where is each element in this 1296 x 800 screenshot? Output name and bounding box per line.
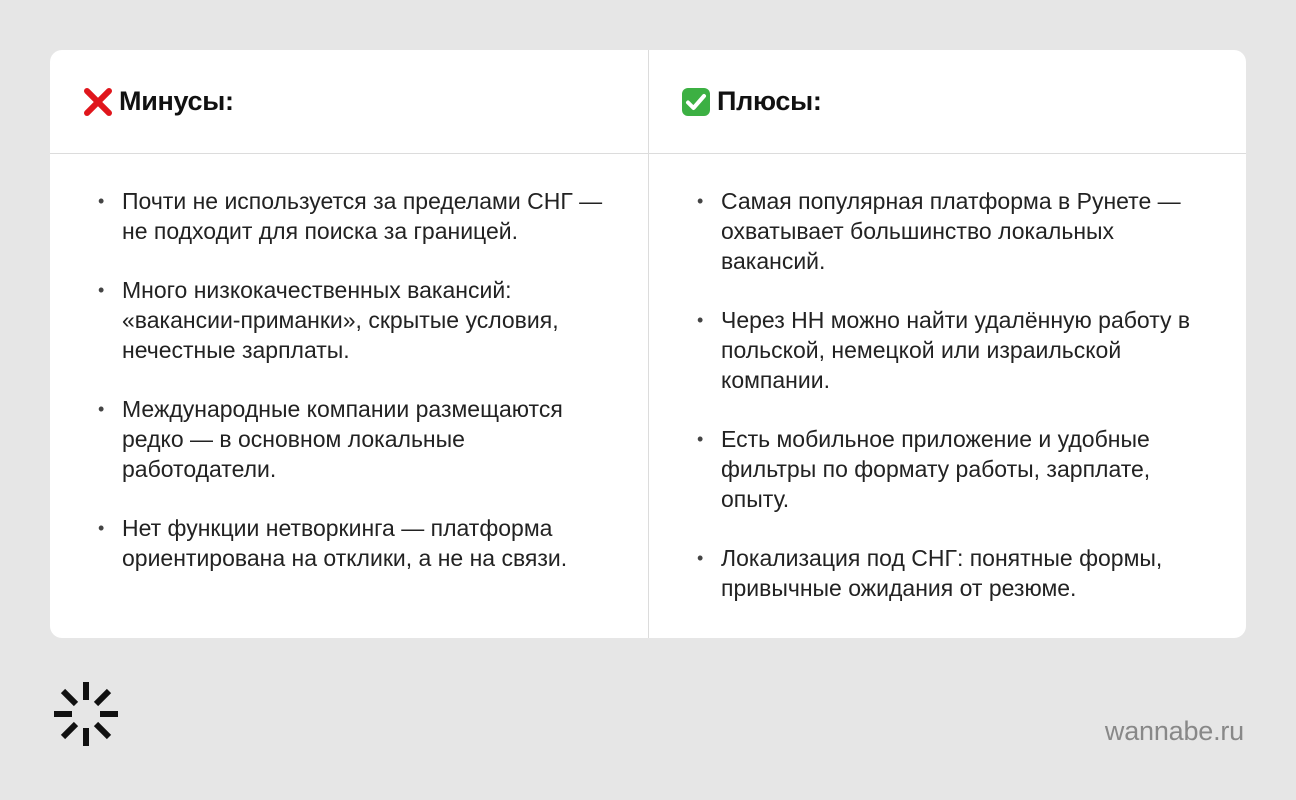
bullet-icon: • (697, 310, 704, 330)
list-item: • Международные компании размещаются редко — в основном локальные работодатели. (98, 396, 563, 482)
cons-column (50, 50, 648, 638)
cons-header (50, 50, 648, 154)
site-url: wannabe.ru (1104, 716, 1244, 746)
bullet-icon: • (697, 429, 704, 449)
cons-title: Минусы: (119, 86, 234, 116)
check-mark-icon (681, 87, 711, 117)
cross-mark-icon (83, 87, 113, 117)
bullet-icon: • (697, 191, 704, 211)
list-item: • Есть мобильное приложение и удобные фильтры по формату работы, зарплате, опыту. (697, 426, 1151, 512)
comparison-card (50, 50, 1246, 638)
list-item: • Через HH можно найти удалённую работу в польской, немецкой или израильской компании. (697, 307, 1191, 393)
bullet-icon: • (98, 280, 105, 300)
list-item: • Самая популярная платформа в Рунете — охватывает большинство локальных вакансий. (697, 188, 1181, 274)
asterisk-logo-icon (50, 678, 122, 750)
cons-list (98, 186, 618, 602)
list-item: • Почти не используется за пределами СНГ — не подходит для поиска за границей. (98, 188, 603, 244)
list-item: • Локализация под СНГ: понятные формы, привычные ожидания от резюме. (697, 545, 1163, 601)
bullet-icon: • (98, 518, 105, 538)
bullet-icon: • (98, 191, 105, 211)
bullet-icon: • (98, 399, 105, 419)
pros-list (697, 186, 1197, 632)
pros-header (649, 50, 1246, 154)
bullet-icon: • (697, 548, 704, 568)
list-item: • Много низкокачественных вакансий: «вакансии-приманки», скрытые условия, нечестные зарплаты. (98, 277, 559, 363)
list-item: • Нет функции нетворкинга — платформа ориентирована на отклики, а не на связи. (98, 515, 568, 571)
pros-title: Плюсы: (717, 86, 822, 116)
pros-column (648, 50, 1246, 638)
